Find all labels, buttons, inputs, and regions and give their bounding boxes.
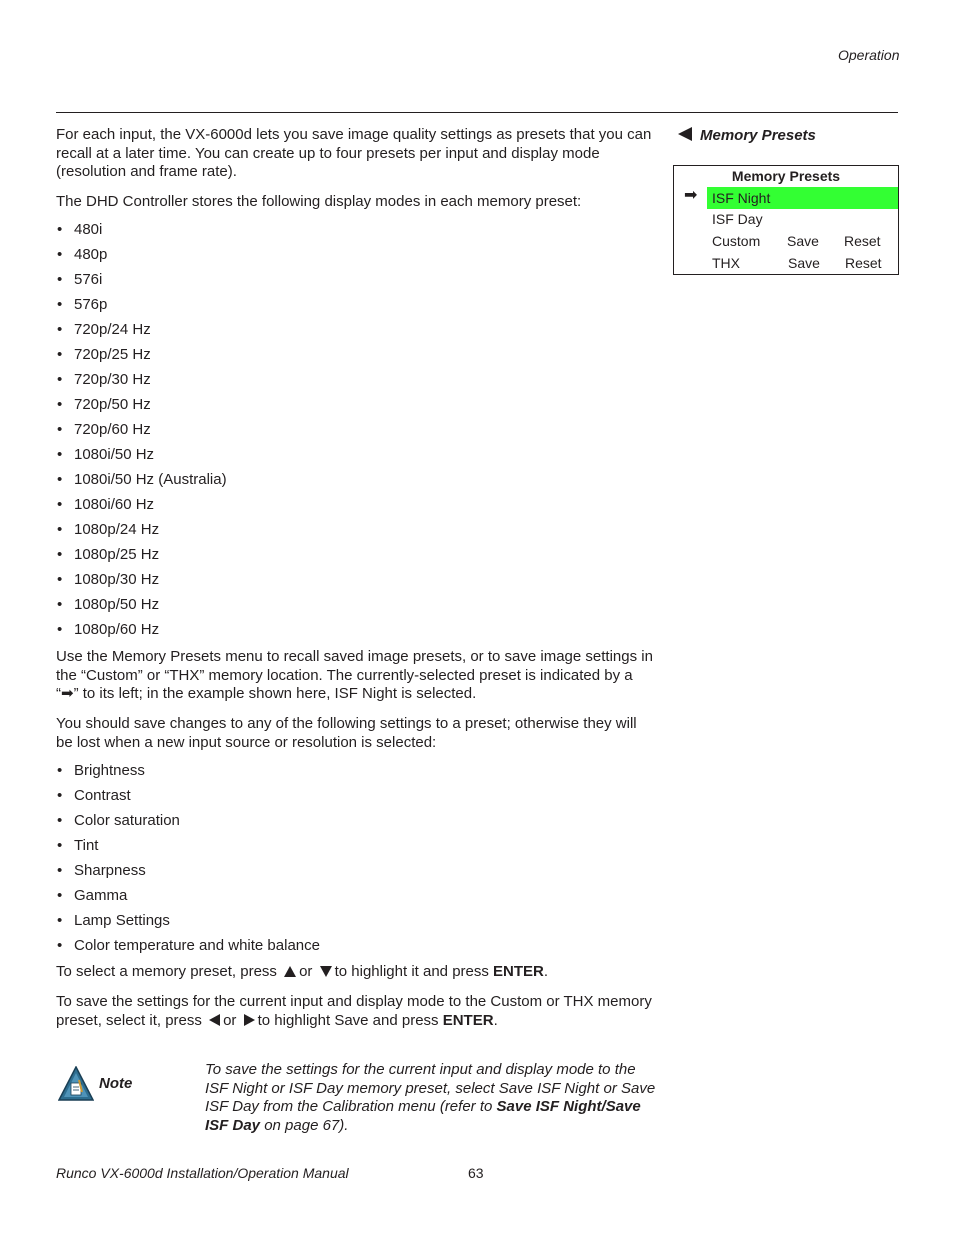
list-item: • 1080p/50 Hz [56, 592, 656, 617]
usage-text-after: ” to its left; in the example shown here, ISF Night is selected. [73, 685, 477, 703]
save-text-or: or [223, 1011, 237, 1029]
enter-key-label: ENTER [493, 963, 544, 981]
memory-presets-menu [673, 165, 899, 275]
right-arrow-icon: ➡ [61, 685, 74, 703]
list-item: • Brightness [56, 758, 656, 783]
list-item: • 720p/24 Hz [56, 317, 656, 342]
list-item: • 576p [56, 292, 656, 317]
right-triangle-icon [244, 1014, 255, 1026]
display-modes-intro: The DHD Controller stores the following display modes in each memory preset: [56, 193, 582, 211]
main-column [56, 126, 656, 1041]
save-text-b: to highlight Save and press [257, 1011, 439, 1029]
intro-paragraph: For each input, the VX-6000d lets you save image quality settings as presets that you can recall at a later time. You can create up to four presets per input and display mode (resolution and frame rate). [56, 126, 652, 181]
note-icon [58, 1066, 94, 1102]
display-modes-list [56, 217, 656, 642]
list-item: • Sharpness [56, 858, 656, 883]
list-item: • 720p/25 Hz [56, 342, 656, 367]
down-arrow-icon [320, 966, 332, 977]
save-text-a: To save the settings for the current input and display mode to the Custom or THX memory preset, select it, press [56, 993, 652, 1029]
list-item: • Contrast [56, 783, 656, 808]
list-item: • Color saturation [56, 808, 656, 833]
select-instruction [56, 963, 656, 982]
select-text-b: to highlight it and press [334, 963, 489, 981]
enter-key-label: ENTER [442, 1011, 494, 1029]
note-reference: Save ISF Night/Save ISF Day [205, 1098, 641, 1135]
usage-text-before: Use the Memory Presets menu to recall saved image presets, or to save image settings in the “Custom” or “THX” memory location. The currently-selected preset is indicated by a “ [56, 647, 653, 703]
list-item: • 1080p/24 Hz [56, 517, 656, 542]
running-header-section: Operation [838, 47, 900, 63]
menu-title: Memory Presets [731, 168, 841, 184]
list-item: • 1080p/60 Hz [56, 617, 656, 642]
side-heading [678, 127, 816, 144]
list-item: • 1080p/30 Hz [56, 567, 656, 592]
list-item: • Color temperature and white balance [56, 933, 656, 958]
up-arrow-icon [284, 966, 296, 977]
note-text-b: on page 67). [260, 1117, 349, 1135]
selection-pointer-icon: ➡ [684, 187, 698, 204]
list-item: • 1080i/60 Hz [56, 492, 656, 517]
custom-save-option[interactable]: Save [787, 233, 819, 249]
header-rule [56, 112, 898, 113]
save-paragraph: You should save changes to any of the following settings to a preset; otherwise they will be lost when a new input source or resolution is selected: [56, 714, 637, 751]
thx-reset-option[interactable]: Reset [845, 255, 882, 271]
list-item: • 720p/30 Hz [56, 367, 656, 392]
note-label: Note [99, 1075, 133, 1092]
menu-item-isf-night[interactable] [707, 187, 898, 209]
list-item: • 1080i/50 Hz [56, 442, 656, 467]
note-text-a: To save the settings for the current input and display mode to the ISF Night or ISF Day memory preset, select Save ISF Night or Save ISF Day from the Calibration menu (refer to [205, 1061, 656, 1116]
list-item: • 480p [56, 242, 656, 267]
list-item: • 720p/50 Hz [56, 392, 656, 417]
footer-manual-title: Runco VX-6000d Installation/Operation Manual [56, 1165, 349, 1181]
list-item: • Lamp Settings [56, 908, 656, 933]
menu-item-label: ISF Night [712, 190, 771, 206]
list-item: • 480i [56, 217, 656, 242]
heading-arrow-icon [678, 127, 692, 141]
usage-paragraph [56, 648, 656, 704]
menu-item-label: THX [712, 255, 740, 271]
thx-save-option[interactable]: Save [788, 255, 820, 271]
list-item: • 1080p/25 Hz [56, 542, 656, 567]
list-item: • Tint [56, 833, 656, 858]
select-text-a: To select a memory preset, press [56, 963, 277, 981]
footer-page-number: 63 [468, 1165, 484, 1181]
side-heading-text: Memory Presets [700, 127, 816, 144]
save-instruction [56, 993, 656, 1030]
left-arrow-icon [209, 1014, 220, 1026]
settings-list [56, 758, 656, 958]
custom-reset-option[interactable]: Reset [844, 233, 881, 249]
menu-item-isf-day[interactable] [707, 208, 898, 230]
note-text [205, 1061, 660, 1136]
save-text-end: . [493, 1011, 498, 1029]
select-text-or: or [299, 963, 313, 981]
menu-item-label: Custom [712, 233, 761, 249]
list-item: • Gamma [56, 883, 656, 908]
menu-item-thx[interactable] [707, 252, 898, 274]
list-item: • 1080i/50 Hz (Australia) [56, 467, 656, 492]
list-item: • 720p/60 Hz [56, 417, 656, 442]
list-item: • 576i [56, 267, 656, 292]
select-text-end: . [543, 963, 549, 981]
menu-item-custom[interactable] [707, 230, 898, 252]
menu-item-label: ISF Day [712, 211, 763, 227]
